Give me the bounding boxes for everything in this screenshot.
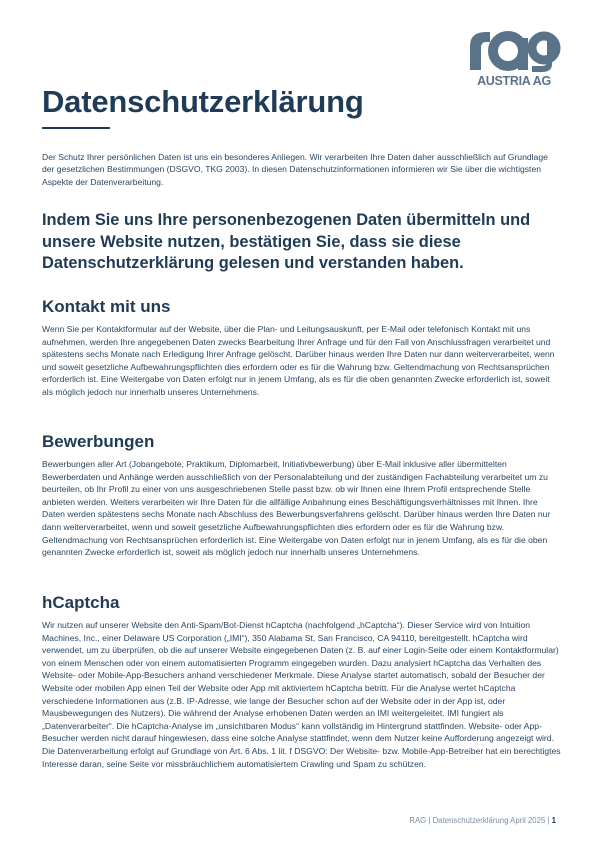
section-text-kontakt: Wenn Sie per Kontaktformular auf der Website, über die Plan- und Leitungsauskunft, per E-Mail oder telefonisch Kontakt mit uns aufnehmen, werden Ihre angegebenen Daten zwecks Bearbeitung Ihrer Anfrage und für den Fall von Anschlussfragen verarbeitet und spätestens sechs Monate nach Erledigung Ihrer Anfrage gelöscht. Darüber hinaus werden Ihre Daten nur dann weiterverarbeitet, wenn und soweit gesetzliche Aufbewahrungspflichten dies erfordern oder es für die Wahrung bzw. Geltendmachung von Rechtsansprüchen erforderlich ist. Eine Weitergabe von Daten erfolgt nur in jenem Umfang, als es für die oben genannten Zwecke erforderlich ist, soweit als möglich jedoch nur innerhalb unseres Unternehmens. [42,324,555,397]
section-text-bewerbungen: Bewerbungen aller Art (Jobangebote, Praktikum, Diplomarbeit, Initiativbewerbung) über E-Mail inklusive aller übermittelten Bewerberdaten und Anhänge werden ausschließlich von der Personalabteilung und der zuständigen Fachabteilung verarbeitet um zu beurteilen, ob Ihr Profil zu einer von uns ausgeschriebenen Stelle passt bzw. ob wir Ihnen eine Ihrem Profil entsprechende Stelle anbieten werden. Weiters verarbeiten wir Ihre Daten für die allfällige Anbahnung eines Beschäftigungsverhältnisses mit Ihnen. Ihre Daten werden spätestens sechs Monate nach Abschluss des Bewerbungsverfahrens gelöscht. Darüber hinaus werden Ihre Daten nur dann weiterverarbeitet, wenn und soweit gesetzliche Aufbewahrungspflichten dies erfordern oder es für die Wahrung bzw. Geltendmachung von Rechtsansprüchen erforderlich ist. Eine Weitergabe von Daten erfolgt nur in jenem Umfang, als es für die oben genannten Zwecke erforderlich ist, soweit als möglich jedoch nur innerhalb unseres Unternehmens. [42,459,551,558]
title-underline [42,127,110,129]
section-text-hcaptcha: Wir nutzen auf unserer Website den Anti-Spam/Bot-Dienst hCaptcha (nachfolgend „hCaptcha“). Dieser Service wird von Intuition Machines, Inc., einer Delaware US Corporation („IMI“), 350 Alabama St, San Francisco, CA 94110, bereitgestellt. hCaptcha wird verwendet, um zu überprüfen, ob die auf unserer Website eingegebenen Daten (z. B. auf einer Login-Seite oder einem Kontaktformular) von einem Menschen oder von einem automatisierten Programm eingegeben wurden. Dazu analysiert hCaptcha das Verhalten des Website- oder Mobile-App-Besuchers anhand verschiedener Merkmale. Diese Analyse startet automatisch, sobald der Besucher der Website oder mobilen App einen Teil der Website oder App mit aktiviertem hCaptcha betritt. Für die Analyse wertet hCaptcha verschiedene Informationen aus (z.B. IP-Adresse, wie lange der Besucher schon auf der Website oder in der App ist, oder Mausbewegungen des Nutzers). Die während der Analyse erhobenen Daten werden an IMI weitergeleitet. IMI fungiert als „Datenverarbeiter“. Die hCaptcha-Analyse im „unsichtbaren Modus“ kann vollständig im Hintergrund stattfinden. Website- oder App-Besucher werden nicht darauf hingewiesen, dass eine solche Analyse stattfindet, wenn dem Nutzer keine Aufforderung angezeigt wird. Die Datenverarbeitung erfolgt auf Grundlage von Art. 6 Abs. 1 lit. f DSGVO: Der Website- bzw. Mobile-App-Betreiber hat ein berechtigtes Interesse daran, seine Seite vor missbräuchlichem automatisiertem Crawling und Spam zu schützen. [42,620,561,769]
rag-austria-logo [466,26,562,96]
lead-statement: Indem Sie uns Ihre personenbezogenen Daten übermitteln und unsere Website nutzen, bestätigen Sie, dass sie diese Datenschutzerklärung gelesen und verstanden haben. [42,211,531,272]
section-heading-hcaptcha: hCaptcha [42,593,120,612]
footer-text: RAG | Datenschutzerklärung April 2025 | [409,816,550,825]
section-heading-bewerbungen: Bewerbungen [42,432,155,451]
page-footer [409,816,556,825]
section-heading-kontakt: Kontakt mit uns [42,297,171,316]
rag-logo-mark [466,26,562,74]
page-title: Datenschutzerklärung [42,84,364,119]
page-number: 1 [551,816,556,825]
intro-paragraph: Der Schutz Ihrer persönlichen Daten ist uns ein besonderes Anliegen. Wir verarbeiten Ihre Daten daher ausschließlich auf Grundlage der gesetzlichen Bestimmungen (DSGVO, TKG 2003). In diesen Datenschutzinformationen informieren wir Sie über die wichtigsten Aspekte der Datenverarbeitung. [42,152,548,187]
logo-subtitle: AUSTRIA AG [477,74,551,88]
